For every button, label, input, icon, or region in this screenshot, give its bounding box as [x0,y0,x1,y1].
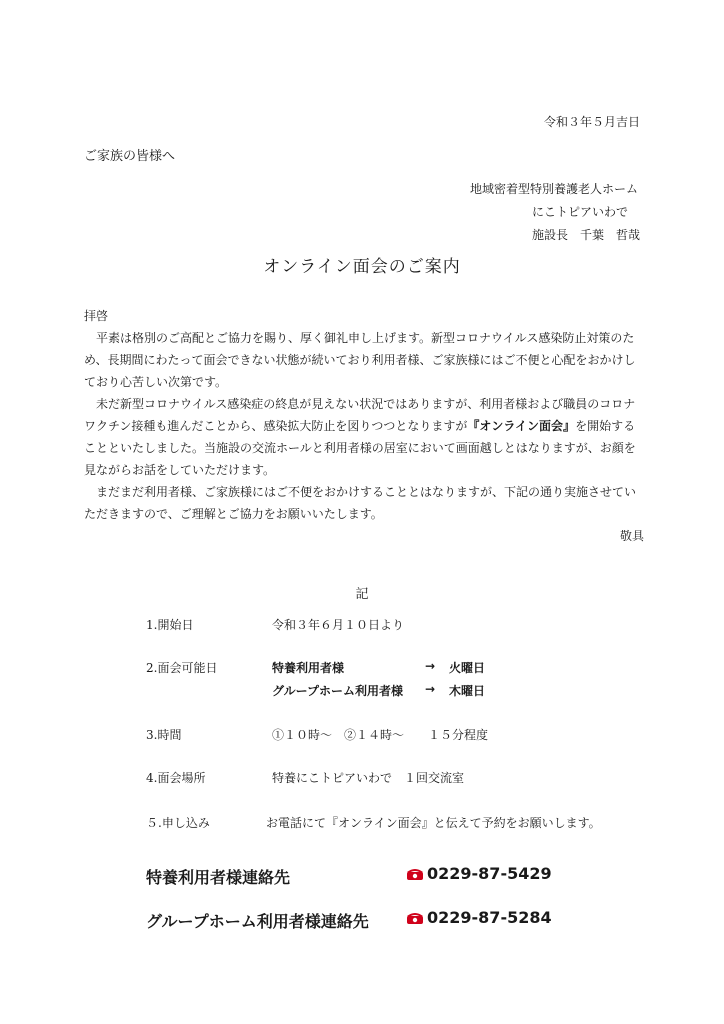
paragraph-2-part-2: を開始することといたしました。当施設の交流ホールと利用者様の居室において画面越しとはなりますが、お顔を見ながらお話をしていただけます。 [84,419,636,477]
tokuyou-contact-label: 特養利用者様連絡先 [146,868,291,887]
application-label: ５.申し込み [146,816,210,830]
sender-organization: 地域密着型特別養護老人ホーム [469,182,638,196]
document-title: オンライン面会のご案内 [263,257,461,277]
ki-heading: 記 [355,587,369,602]
paragraph-2 [84,393,644,481]
place-value: 特養にこトピアいわで １回交流室 [272,771,465,785]
start-date-label: 1.開始日 [146,618,194,632]
visit-days-label: 2.面会可能日 [146,661,218,675]
visit-days-tokuyou: 特養利用者様 [272,661,345,675]
document-date: 令和３年５月吉日 [543,115,640,129]
place-label: 4.面会場所 [146,771,206,785]
visit-day-thursday: 木曜日 [449,684,486,698]
telephone-icon [406,867,424,881]
start-date-value: 令和３年６月１０日より [272,618,405,632]
application-value: お電話にて『オンライン面会』と伝えて予約をお願いします。 [266,816,601,830]
sender-director: 施設長 千葉 哲哉 [531,228,640,242]
visit-day-tuesday: 火曜日 [449,661,486,675]
group-home-contact-phone[interactable] [406,908,552,927]
group-home-contact-label: グループホーム利用者様連絡先 [146,912,369,931]
sender-facility: にこトピアいわで [531,205,628,219]
arrow-icon: → [425,659,436,673]
visit-days-group-home: グループホーム利用者様 [272,684,404,698]
greeting: 拝啓 [84,309,109,323]
telephone-icon [406,911,424,925]
closing: 敬具 [619,529,644,543]
arrow-icon: → [425,682,436,696]
tokuyou-phone-number[interactable]: 0229-87-5429 [427,864,552,883]
addressee: ご家族の皆様へ [84,149,176,164]
time-label: 3.時間 [146,728,182,742]
tokuyou-contact-phone[interactable] [406,864,552,883]
sender-block [470,178,640,247]
time-value: ①１０時～ ②１４時～ １５分程度 [272,728,489,742]
letter-body [84,305,644,547]
online-visit-emphasis: 『オンライン面会』 [467,419,576,433]
paragraph-2-part-1: 未だ新型コロナウイルス感染症の終息が見えない状況ではありますが、利用者様および職員のコロナワクチン接種も進んだことから、感染拡大防止を図りつつとなりますが [84,397,636,433]
paragraph-3: まだまだ利用者様、ご家族様にはご不便をおかけすることとはなりますが、下記の通り実施させていただきますので、ご理解とご協力をお願いいたします。 [84,485,637,521]
paragraph-1: 平素は格別のご高配とご協力を賜り、厚く御礼申し上げます。新型コロナウイルス感染防止対策のため、長期間にわたって面会できない状態が続いており利用者様、ご家族様にはご不便と心配をおかけしており心苦しい次第です。 [84,331,636,389]
group-home-phone-number[interactable]: 0229-87-5284 [427,908,552,927]
